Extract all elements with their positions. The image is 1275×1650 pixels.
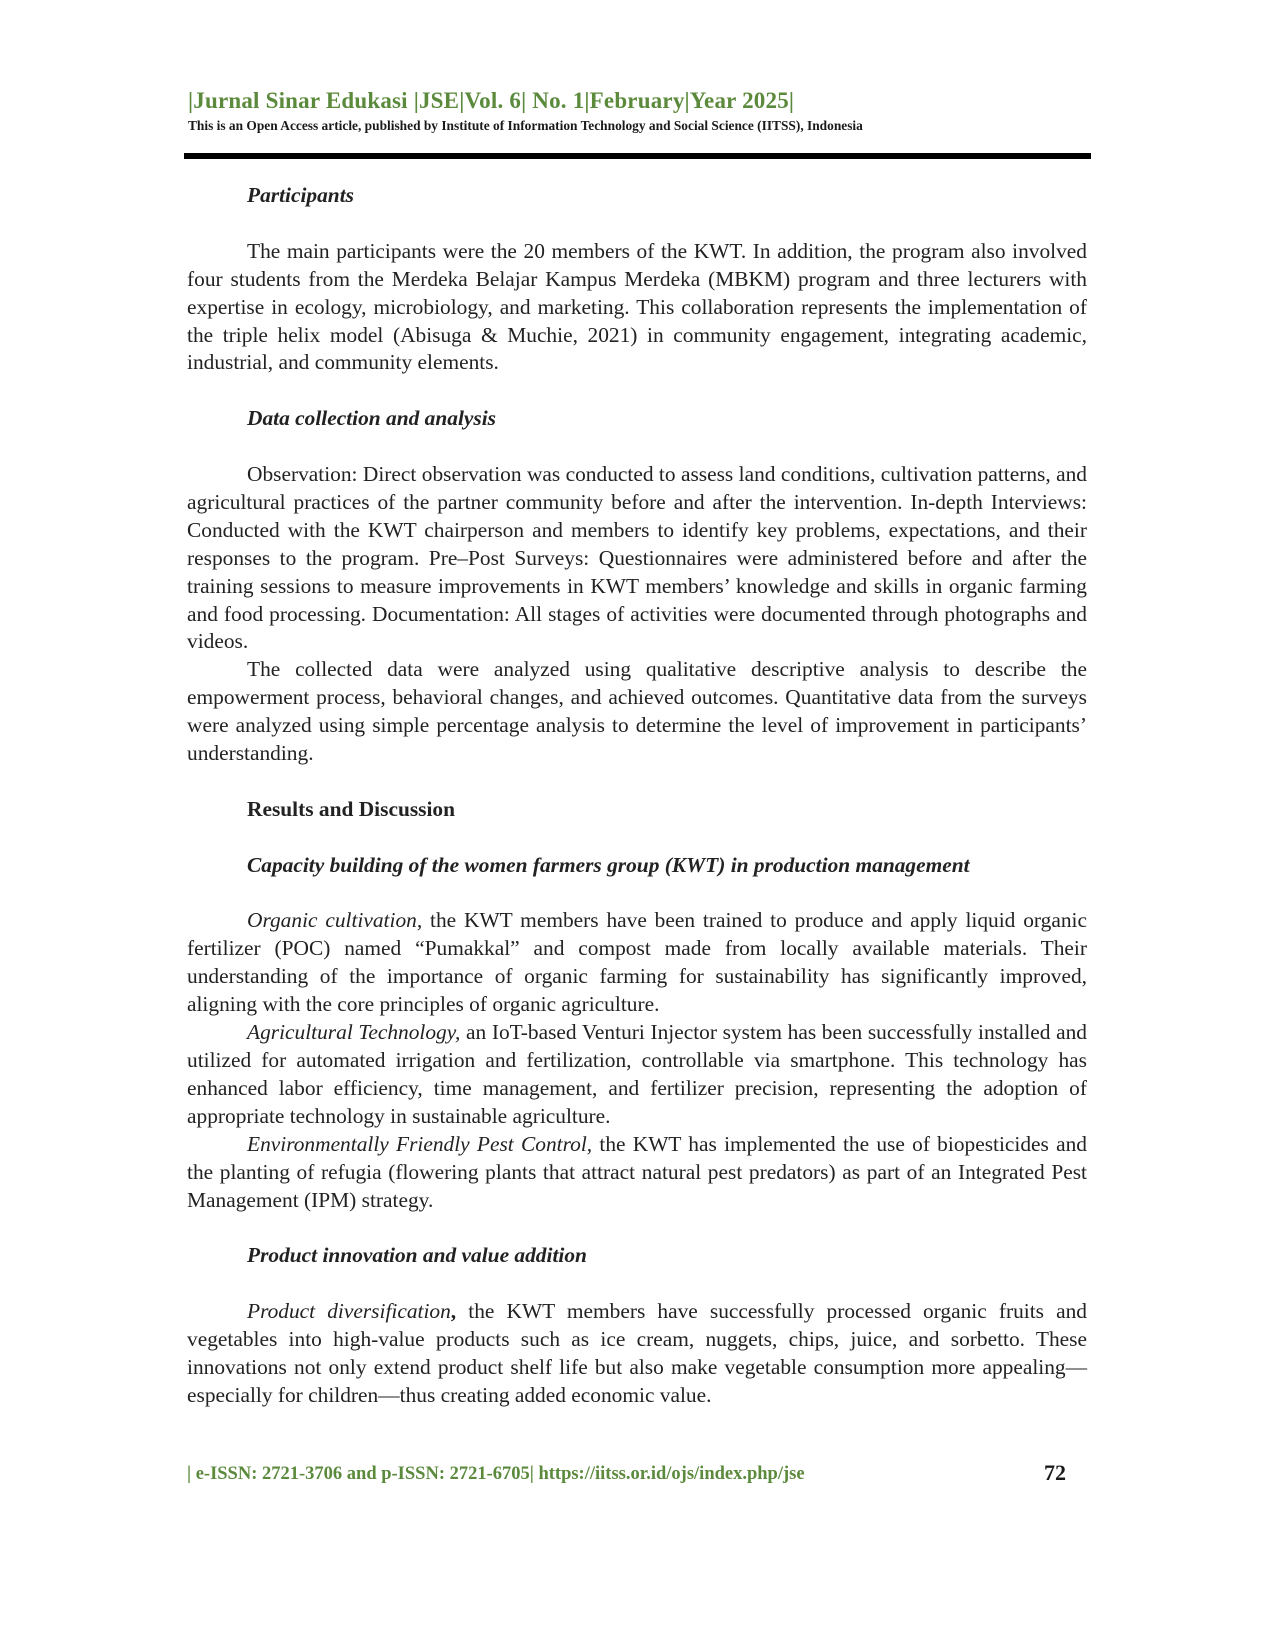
- paragraph-organic-cultivation: [187, 907, 1087, 1019]
- spacer: [187, 210, 1087, 238]
- spacer: [187, 433, 1087, 461]
- paragraph-text: the KWT members have been trained to produce and apply liquid organic fertilizer (POC) named “Pumakkal” and compost made from locally available materials. Their understanding of the importance of organic farming for sustainability has significantly improved, aligning with the core principles of organic agriculture.: [187, 908, 1087, 1017]
- spacer: [187, 824, 1087, 852]
- paragraph-text: the KWT members have successfully processed organic fruits and vegetables into high-value products such as ice cream, nuggets, chips, juice, and sorbetto. These innovations not only extend product shelf life but also make vegetable consumption more appealing—especially for children—thus creating added economic value.: [187, 1299, 1087, 1407]
- spacer: [187, 1270, 1087, 1298]
- lead-term: Agricultural Technology,: [247, 1020, 461, 1045]
- section-heading-product-innovation: Product innovation and value addition: [247, 1243, 587, 1268]
- paragraph-data-collection-2: The collected data were analyzed using qualitative descriptive analysis to describe the empowerment process, behavioral changes, and achieved outcomes. Quantitative data from the surveys were analyzed using simple percentage analysis to determine the level of improvement in participants’ understanding.: [187, 657, 1087, 766]
- paragraph-text: an IoT-based Venturi Injector system has been successfully installed and utilized for automated irrigation and fertilization, controllable via smartphone. This technology has enhanced labor efficiency, time management, and fertilizer precision, representing the adoption of appropriate technology in sustainable agriculture.: [187, 1020, 1087, 1128]
- section-heading-capacity-building: Capacity building of the women farmers group (KWT) in production management: [247, 852, 970, 877]
- paragraph-product-diversification: [187, 1298, 1087, 1410]
- paragraph-agricultural-technology: [187, 1019, 1087, 1131]
- section-heading-results: Results and Discussion: [247, 796, 456, 821]
- paragraph-text: the KWT has implemented the use of biopesticides and the planting of refugia (flowering plants that attract natural pest predators) as part of an Integrated Pest Management (IPM) strategy.: [187, 1131, 1087, 1212]
- spacer: [187, 377, 1087, 405]
- page-number: 72: [1044, 1460, 1066, 1485]
- lead-term: Organic cultivation,: [247, 908, 423, 933]
- footer-issn-url: | e-ISSN: 2721-3706 and p-ISSN: 2721-6705| https://iitss.or.id/ojs/index.php/jse: [187, 1464, 805, 1484]
- paragraph-participants: The main participants were the 20 members of the KWT. In addition, the program also involved four students from the Merdeka Belajar Kampus Merdeka (MBKM) program and three lecturers with expertise in ecology, microbiology, and marketing. This collaboration represents the implementation of the triple helix model (Abisuga & Muchie, 2021) in community engagement, integrating academic, industrial, and community elements.: [187, 238, 1087, 375]
- journal-title: |Jurnal Sinar Edukasi |JSE|Vol. 6| No. 1|February|Year 2025|: [188, 88, 795, 113]
- lead-term: Environmentally Friendly Pest Control,: [247, 1131, 593, 1156]
- paragraph-pest-control: [187, 1131, 1087, 1215]
- section-heading-data-collection: Data collection and analysis: [247, 406, 496, 431]
- main-content: [187, 182, 1087, 1410]
- spacer: [187, 880, 1087, 908]
- spacer: [187, 1214, 1087, 1242]
- spacer: [187, 768, 1087, 796]
- lead-comma: ,: [450, 1299, 457, 1324]
- lead-term: Product diversification: [247, 1299, 451, 1324]
- journal-subtitle: This is an Open Access article, published by Institute of Information Technology and Social Science (IITSS), Indonesia: [188, 118, 863, 133]
- paragraph-data-collection-1: Observation: Direct observation was conducted to assess land conditions, cultivation patterns, and agricultural practices of the partner community before and after the intervention. In-depth Interviews: Conducted with the KWT chairperson and members to identify key problems, expectations, and their responses to the program. Pre–Post Surveys: Questionnaires were administered before and after the training sessions to measure improvements in KWT members’ knowledge and skills in organic farming and food processing. Documentation: All stages of activities were documented through photographs and videos.: [187, 462, 1087, 654]
- header-divider: [184, 153, 1091, 159]
- section-heading-participants: Participants: [247, 183, 354, 207]
